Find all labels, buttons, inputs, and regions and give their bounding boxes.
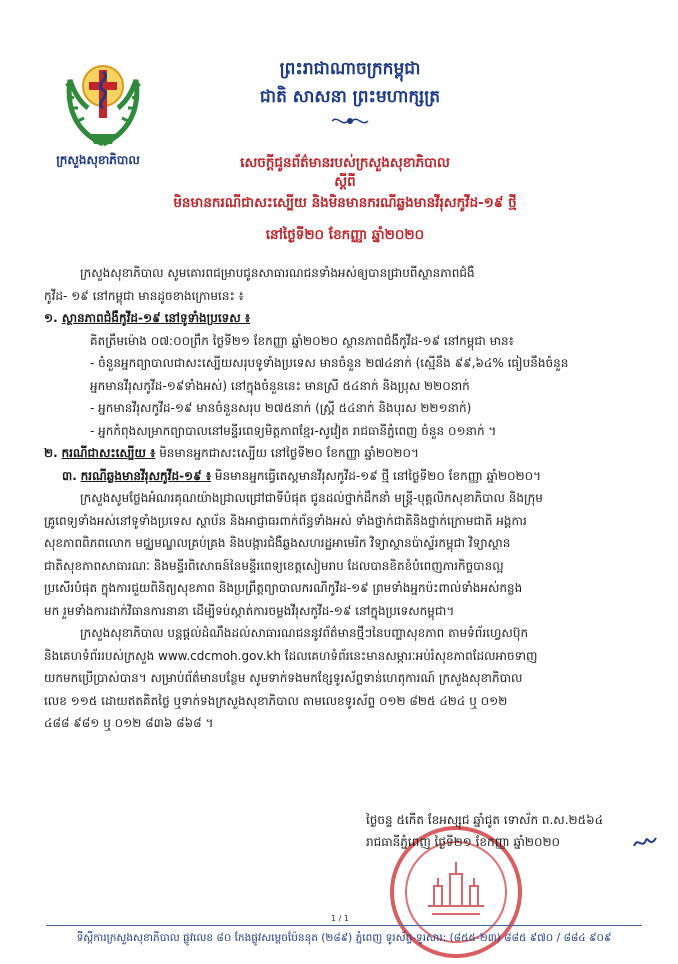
paragraph-line: លេខ ១១៥ ដោយឥតគិតថ្លៃ ឬទាក់ទងក្រសួងសុខាភិបាល តាមលេខទូរស័ព្ទ ០១២ ៨២៥ ៤២៤ ឬ ០១២: [44, 693, 508, 708]
signature-block: [366, 809, 666, 853]
footer-divider: [46, 925, 642, 926]
ministry-logo: [62, 52, 144, 152]
section-text: មិនមានអ្នកធ្វើតេស្តមានវីរុសកូវីដ-១៩ ថ្មី នៅថ្ងៃទី២០ ខែកញ្ញា ឆ្នាំ២០២០។: [214, 468, 542, 483]
section-1-heading: [44, 307, 644, 330]
intro-line: កូវីដ- ១៩ នៅកម្ពុជា មានដូចខាងក្រោមនេះ ៖: [44, 288, 244, 303]
bullet-in-treatment: - អ្នកកំពុងសម្រាកព្យាបាលនៅមន្ទីរពេទ្យមិត្តភាពខ្មែរ-សូវៀត រាជធានីភ្នំពេញ ចំនួន ០១នាក់ ។: [90, 423, 497, 438]
footer-address: ទីស្តីការក្រសួងសុខាភិបាល ផ្លូវលេខ ៨០ កែងផ្លូវសម្តេចប៉ែននុត (២៨៩) ភ្នំពេញ ទូរស័ព្ទ-ទូរសារ: (៨៥៥-២៣) ៨៨៥ ៩៧០ / ៨៨៤ ៩០៩: [76, 932, 612, 944]
motto-heading: ជាតិ សាសនា ព្រះមហាក្សត្រ: [259, 87, 441, 107]
document-title-about: ស្តីពី: [334, 174, 356, 190]
document-subject: មិនមានករណីជាសះស្បើយ និងមិនមានករណីឆ្លងមានវីរុសកូវីដ-១៩ ថ្មី: [173, 195, 517, 211]
paragraph-line: ប្រសើរបំផុត ក្នុងការជួយពិនិត្យសុខភាព និងប្រព្រឹត្តព្យាបាលករណីកូវីដ-១៩ ព្រមទាំងអ្នកប៉ះពាល់ទាំងអស់កន្លង: [44, 581, 523, 595]
paragraph-line: ជាតិសុខភាពសាធារណៈ និងមន្ទីរពិសោធន៍នៃមន្ទីរពេទ្យខេត្តសៀមរាប ដែលបានខិតខំបំពេញភារកិច្ចបានល្អ: [44, 558, 504, 573]
section-2-line: [44, 442, 644, 465]
ministry-name-label: ក្រសួងសុខាភិបាល: [56, 153, 140, 167]
city-date: រាជធានីភ្នំពេញ ថ្ងៃទី២១ ខែកញ្ញា ឆ្នាំ២០២០: [366, 835, 561, 849]
paragraph-line: មក រួមទាំងការដាក់វិធានការនានា ដើម្បីទប់ស្កាត់ការចម្លងវីរុសកូវីដ-១៩ នៅក្នុងប្រទេសកម្ពុជា។: [44, 603, 455, 618]
paragraph-line: យកមកប្រើប្រាស់បាន។ សម្រាប់ព័ត៌មានបន្ថែម សូមទាក់ទងមកខ្សែទូរស័ព្ទទាន់ហេតុការណ៍ ក្រសួងសុខាភិបាល: [44, 671, 523, 685]
signature-mark: [632, 834, 658, 856]
paragraph-line: សុខភាពពិភពលោក មជ្ឈមណ្ឌលគ្រប់គ្រង និងបង្ការជំងឺឆ្លងសហរដ្ឋអាមេរិក វិទ្យាស្ថានប៉ាស្ទ័រកម្ពុជា វិទ្យាស្ថាន: [44, 536, 511, 550]
section-text: មិនមានអ្នកជាសះស្បើយ នៅថ្ងៃទី២០ ខែកញ្ញា ឆ្នាំ២០២០។: [159, 446, 419, 460]
ornament-divider: [330, 113, 370, 127]
intro-line: ក្រសួងសុខាភិបាល សូមគោរពជម្រាបជូនសាធារណជនទាំងអស់ឲ្យបានជ្រាបពីស្ថានភាពជំងឺ: [80, 266, 475, 280]
section-number: ២.: [44, 446, 58, 460]
section-number: ៣.: [62, 468, 77, 483]
document-title: សេចក្តីជូនព័ត៌មានរបស់ក្រសួងសុខាភិបាល: [240, 155, 450, 171]
document-date: នៅថ្ងៃទី២០ ខែកញ្ញា ឆ្នាំ២០២០: [265, 227, 425, 243]
paragraph-line: គ្រូពេទ្យទាំងអស់នៅទូទាំងប្រទេស ស្ថាប័ន និងអាជ្ញាធរពាក់ព័ន្ធទាំងអស់ ទាំងថ្នាក់ជាតិនិងថ្នាក់ក្រោមជាតិ អង្គការ: [44, 513, 527, 528]
bullet-recovered-cont: អ្នកមានវីរុសកូវីដ-១៩ទាំងអស់) នៅក្នុងចំនួននេះ មានស្រី ៥៤នាក់ និងប្រុស ២២០នាក់: [90, 378, 470, 393]
paragraph-line: និងគេហទំព័ររបស់ក្រសួង www.cdcmoh.gov.kh ដែលគេហទំព័រនេះមានសម្ភារៈអប់រំសុខភាពដែលអាចទាញ: [44, 648, 538, 663]
paragraph-line: ក្រសួងសូមថ្លែងអំណរគុណយ៉ាងជ្រាលជ្រៅជាទីបំផុត ជូនដល់ថ្នាក់ដឹកនាំ មន្ត្រី-បុគ្គលិកសុខាភិបាល និងក្រុម: [80, 491, 543, 505]
page-number: 1 / 1: [331, 914, 349, 923]
paragraph-line: ក្រសួងសុខាភិបាល បន្តផ្តល់ដំណឹងដល់សាធារណជននូវព័ត៌មានថ្មីៗនៃបញ្ហាសុខភាព តាមទំព័រហ្វេសប៊ុក: [80, 626, 529, 640]
section-title: ករណីឆ្លងមានវីរុសកូវីដ-១៩ ៖: [80, 468, 212, 483]
bullet-total-cases: - អ្នកមានវីរុសកូវីដ-១៩ មានចំនួនសរុប ២៧៥នាក់ (ស្ត្រី ៥៤នាក់ និងបុរស ២២១នាក់): [90, 401, 472, 415]
section-1-line: គិតត្រឹមម៉ោង ០៧:០០ព្រឹក ថ្ងៃទី២១ ខែកញ្ញា ឆ្នាំ២០២០ ស្ថានភាពជំងឺកូវីដ-១៩ នៅកម្ពុជា មាន៖: [90, 333, 514, 348]
kingdom-heading: ព្រះរាជាណាចក្រកម្ពុជា: [279, 59, 421, 79]
document-body: [44, 262, 644, 735]
section-3-line: [44, 465, 644, 488]
lunar-date: ថ្ងៃចន្ទ ៥កើត ខែអស្សុជ ឆ្នាំជូត ទោស័ក ព.ស.២៥៦៤: [366, 813, 604, 827]
paragraph-line: ៤៨៨ ៩៨១ ឬ ០១២ ៨៣៦ ៨៦៨ ។: [44, 716, 214, 730]
section-number: ១.: [44, 311, 58, 325]
bullet-recovered: - ចំនួនអ្នកព្យាបាលជាសះស្បើយសរុបទូទាំងប្រទេស មានចំនួន ២៧៤នាក់ (ស្មើនឹង ៩៩,៦៤% ធៀបនឹងចំនួន: [90, 356, 569, 370]
section-title: ស្ថានភាពជំងឺកូវីដ-១៩ នៅទូទាំងប្រទេស ៖: [61, 311, 251, 325]
section-title: ករណីជាសះស្បើយ ៖: [61, 446, 156, 460]
